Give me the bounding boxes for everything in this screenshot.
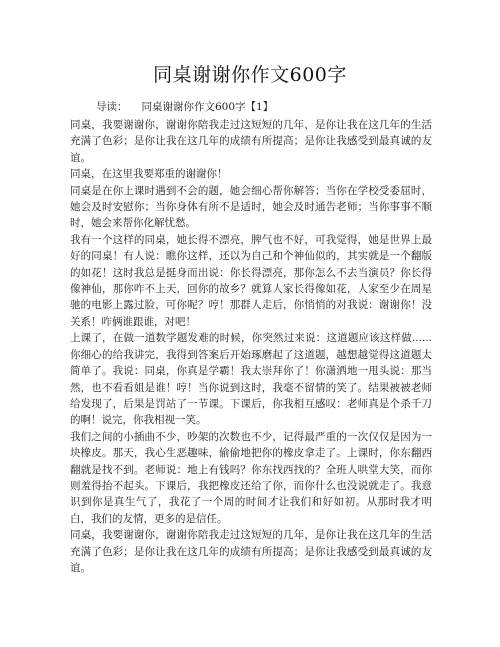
paragraph: 我们之间的小插曲不少，吵架的次数也不少，记得最严重的一次仅仅是因为一块橡皮。那天，我心生恶趣味，偷偷地把你的橡皮拿走了。上课时，你东翻西翻就是找不到。老师说：地上有钱吗？你东找西找的？全班人哄堂大笑，而你则羞得抬不起头。下课后，我把橡皮还给了你，而你什么也没说就走了。我意识到你是真生气了，我花了一个周的时间才让我们和好如初。从那时我才明白，我们的友情，更多的是信任。 (70, 430, 432, 525)
document-title: 同桌谢谢你作文600字 (153, 64, 347, 86)
paragraph: 我有一个这样的同桌，她长得不漂亮，脾气也不好，可我觉得，她是世界上最好的同桌！有人说：瞧你这样，还以为自己和个神仙似的，其实就是一个翻版的如花！这时我总是挺身而出说：你长得漂亮，那你怎么不去当演员？你长得像神仙，那你咋不上天，回你的故乡？就算人家长得像如花，人家至少在周星驰的电影上露过脸，可你呢？哼！那群人走后，你悄悄的对我说：谢谢你！没关系！咋俩谁跟谁，对吧！ (70, 233, 432, 328)
intro-label: 导读： (96, 101, 128, 113)
intro-line (96, 100, 273, 114)
paragraph: 同桌，在这里我要郑重的谢谢你！ (70, 168, 228, 181)
paragraph: 同桌，我要谢谢你，谢谢你陪我走过这短短的几年，是你让我在这几年的生活充满了色彩；是你让我在这几年的成绩有所提高；是你让我感受到最真诚的友谊。 (70, 119, 432, 164)
paragraph: 上课了，在做一道数学题发难的时候，你突然过来说：这道题应该这样做......你细心的给我讲完，我得到答案后开始琢磨起了这道题，越想越觉得这道题太简单了。我说：同桌，你真是学霸！我太崇拜你了！你潇洒地一甩头说：那当然，也不看看姐是谁！哼！当你说到这时，我毫不留情的笑了。结果被被老师给发现了，后果是罚站了一节课。下课后，你我相互感叹：老师真是个杀千刀的啊！说完，你我相视一笑。 (70, 332, 432, 427)
intro-text: 同桌谢谢你作文600字【1】 (141, 101, 274, 113)
paragraph: 同桌，我要谢谢你，谢谢你陪我走过这短短的几年，是你让我在这几年的生活充满了色彩；是你让我在这几年的成绩有所提高；是你让我感受到最真诚的友谊。 (70, 529, 432, 574)
essay-body (70, 117, 432, 576)
paragraph: 同桌是在你上课时遇到不会的题，她会细心帮你解答；当你在学校受委屈时，她会及时安慰你；当你身体有所不是适时，她会及时通告老师；当你事事不顺时，她会来帮你化解忧愁。 (70, 184, 432, 230)
